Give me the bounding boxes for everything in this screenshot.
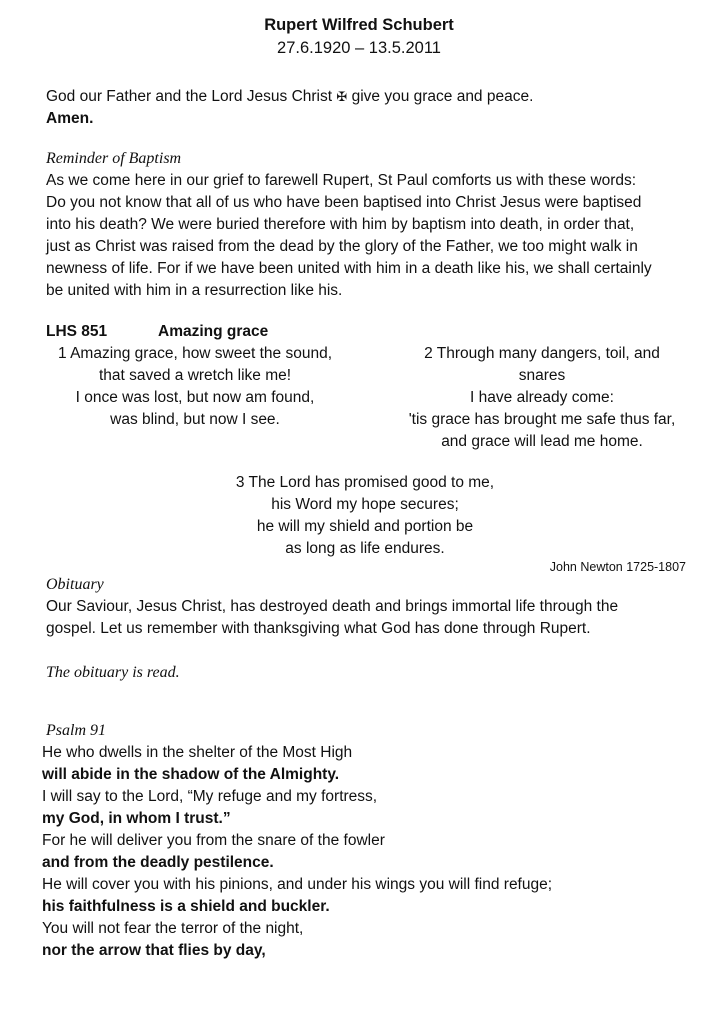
psalm-response-line: his faithfulness is a shield and buckler. (42, 898, 330, 915)
verse-line: I once was lost, but now am found, (75, 389, 315, 406)
psalm-line: For he will deliver you from the snare of the fowler (42, 832, 385, 849)
verse-line: 1 Amazing grace, how sweet the sound, (58, 345, 332, 362)
psalm-text (42, 742, 552, 962)
hymn-number: LHS 851 (46, 323, 108, 340)
verse-line: he will my shield and portion be (256, 518, 474, 535)
hymn-verse-3 (200, 472, 530, 560)
obituary-heading: Obituary (46, 576, 104, 593)
hymn-verse-1 (20, 343, 370, 431)
hymn-title: Amazing grace (158, 323, 269, 340)
verse-line: as long as life endures. (285, 540, 445, 557)
baptism-line: newness of life. For if we have been united with him in a death like his, we shall certainly (46, 260, 652, 277)
baptism-line: Do you not know that all of us who have been baptised into Christ Jesus were baptised (46, 194, 642, 211)
obituary-rubric: The obituary is read. (46, 664, 180, 681)
greeting-text-after: give you grace and peace. (351, 88, 534, 105)
verse-line: was blind, but now I see. (110, 411, 280, 428)
baptism-line: just as Christ was raised from the dead by the glory of the Father, we too might walk in (46, 238, 638, 255)
verse-line: snares (518, 367, 566, 384)
life-dates: 27.6.1920 – 13.5.2011 (277, 39, 441, 57)
verse-line: I have already come: (470, 389, 614, 406)
baptism-line: be united with him in a resurrection like his. (46, 282, 343, 299)
verse-line: 3 The Lord has promised good to me, (235, 474, 495, 491)
psalm-response-line: my God, in whom I trust.” (42, 810, 231, 827)
psalm-response-line: will abide in the shadow of the Almighty. (42, 766, 340, 783)
verse-line: 'tis grace has brought me safe thus far, (408, 411, 676, 428)
psalm-response-line: and from the deadly pestilence. (42, 854, 274, 871)
obituary-line: Our Saviour, Jesus Christ, has destroyed death and brings immortal life through the (46, 598, 619, 615)
hymn-verse-2 (372, 343, 712, 453)
psalm-line: He who dwells in the shelter of the Most High (42, 744, 353, 761)
psalm-line: I will say to the Lord, “My refuge and my fortress, (42, 788, 378, 805)
deceased-name: Rupert Wilfred Schubert (264, 16, 454, 34)
obituary-text (46, 596, 618, 640)
psalm-response-line: nor the arrow that flies by day, (42, 942, 266, 959)
psalm-line: You will not fear the terror of the night, (42, 920, 304, 937)
greeting (46, 86, 533, 130)
baptism-text (46, 170, 652, 302)
verse-line: that saved a wretch like me! (98, 367, 292, 384)
obituary-line: gospel. Let us remember with thanksgiving what God has done through Rupert. (46, 620, 591, 637)
cross-icon: ✠ (336, 89, 348, 104)
verse-line: and grace will lead me home. (441, 433, 643, 450)
psalm-heading: Psalm 91 (46, 722, 106, 739)
verse-line: his Word my hope secures; (271, 496, 459, 513)
psalm-line: He will cover you with his pinions, and under his wings you will find refuge; (42, 876, 553, 893)
baptism-heading: Reminder of Baptism (46, 150, 182, 167)
greeting-response: Amen. (46, 110, 94, 127)
baptism-line: into his death? We were buried therefore with him by baptism into death, in order that, (46, 216, 635, 233)
baptism-line: As we come here in our grief to farewell Rupert, St Paul comforts us with these words: (46, 172, 637, 189)
hymn-author: John Newton 1725-1807 (549, 560, 686, 574)
greeting-text-before: God our Father and the Lord Jesus Christ (46, 88, 333, 105)
verse-line: 2 Through many dangers, toil, and (424, 345, 660, 362)
